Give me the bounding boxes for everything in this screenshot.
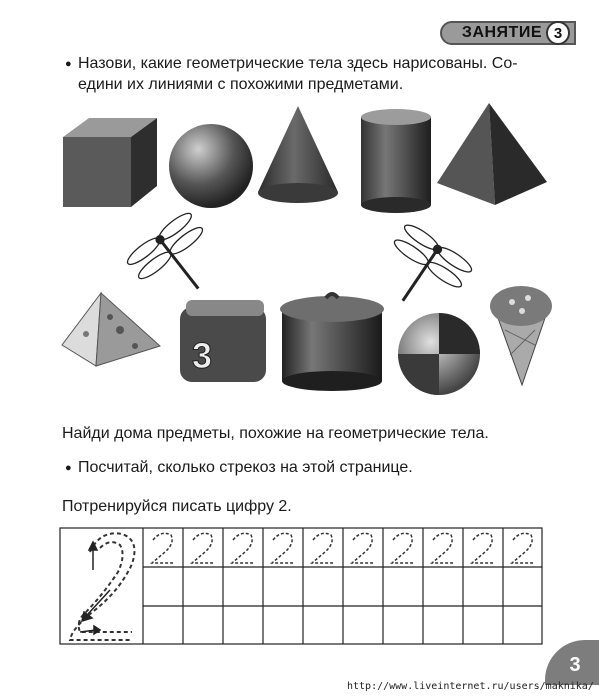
task1-line1: ● Назови, какие геометрические тела здесь нарисованы. Со- (78, 54, 518, 74)
ball-icon (398, 313, 480, 395)
toy-block-3-icon (180, 300, 266, 382)
cylinder-icon (361, 109, 431, 213)
toy-block-digit: 3 (192, 335, 213, 376)
task2-text: Найди дома предметы, похожие на геометрические тела. (62, 425, 489, 442)
task3-text: ● Посчитай, сколько стрекоз на этой странице. (78, 458, 413, 478)
cube-icon (63, 118, 157, 207)
dragonfly-icon (370, 221, 475, 323)
footer-url: http://www.liveinternet.ru/users/maknika/ (347, 681, 594, 692)
pot-icon (280, 294, 384, 391)
cheese-pyramid-icon (62, 293, 160, 366)
task1-line2: едини их линиями с похожими предметами. (78, 76, 404, 93)
dragonfly-icon (124, 210, 230, 314)
cone-icon (258, 106, 338, 203)
digit-2-tracing-guide (70, 533, 134, 640)
page-number: 3 (569, 654, 581, 676)
writing-grid (60, 528, 542, 644)
sphere-icon (169, 124, 253, 208)
lesson-label: ЗАНЯТИЕ (461, 24, 542, 41)
pyramid-icon (437, 103, 547, 205)
ice-cream-cone-icon (490, 286, 552, 385)
lesson-number: 3 (546, 21, 570, 45)
task4-text: Потренируйся писать цифру 2. (62, 498, 292, 515)
